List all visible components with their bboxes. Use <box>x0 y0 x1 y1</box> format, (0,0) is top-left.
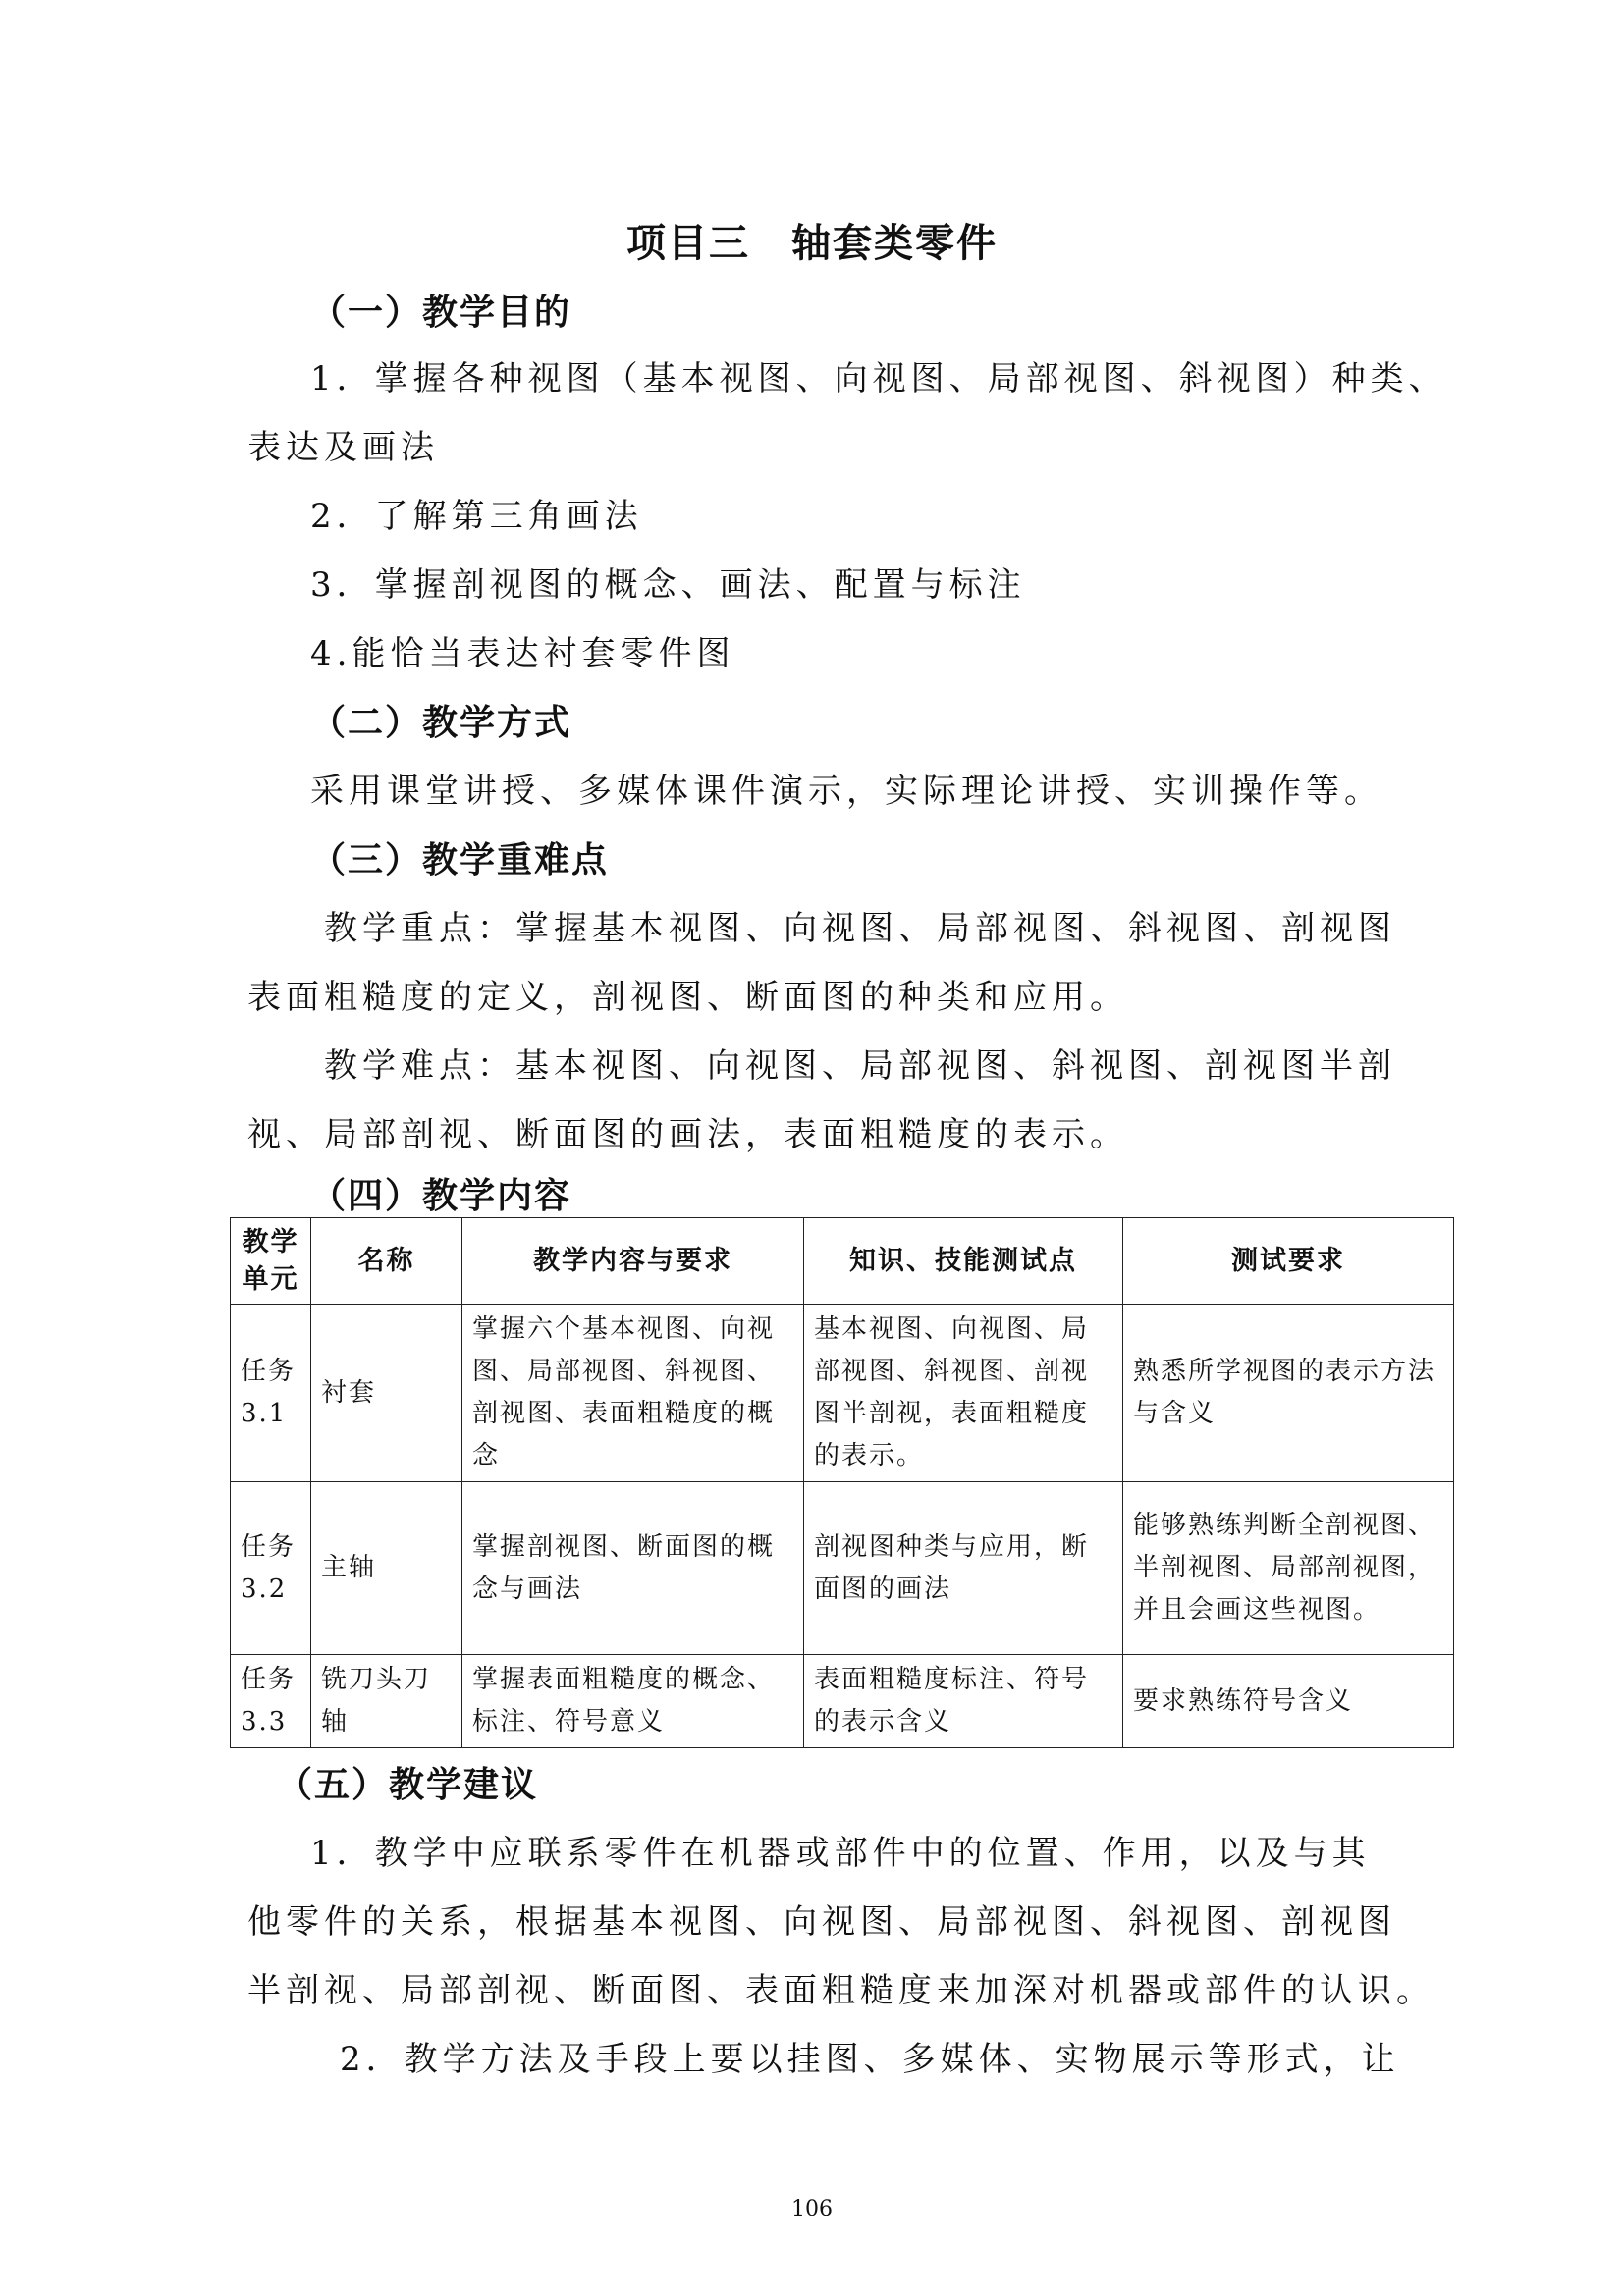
objective-item-4: 4.能恰当表达衬套零件图 <box>310 634 735 673</box>
suggestion-1-line-3: 半剖视、局部剖视、断面图、表面粗糙度来加深对机器或部件的认识。 <box>247 1971 1435 2010</box>
cell-name: 衬套 <box>311 1305 462 1482</box>
table-header-row <box>231 1218 1454 1305</box>
table-row <box>231 1482 1454 1655</box>
table-row <box>231 1655 1454 1748</box>
section-heading-method: （二）教学方式 <box>310 702 572 743</box>
teaching-content-table <box>230 1217 1454 1748</box>
page-title: 项目三 轴套类零件 <box>626 220 998 266</box>
key-points-line-2: 表面粗糙度的定义，剖视图、断面图的种类和应用。 <box>247 978 1128 1017</box>
key-points-line-1: 教学重点：掌握基本视图、向视图、局部视图、斜视图、剖视图 <box>324 909 1396 948</box>
cell-content: 掌握表面粗糙度的概念、标注、符号意义 <box>462 1655 804 1748</box>
objective-item-3: 3．掌握剖视图的概念、画法、配置与标注 <box>310 565 1026 605</box>
page-number: 106 <box>791 2197 833 2221</box>
section-heading-suggestions: （五）教学建议 <box>277 1764 539 1805</box>
header-name: 名称 <box>311 1218 462 1305</box>
section-heading-content: （四）教学内容 <box>310 1175 572 1216</box>
cell-test-points: 剖视图种类与应用，断面图的画法 <box>804 1482 1123 1655</box>
objective-item-2: 2．了解第三角画法 <box>310 497 643 536</box>
header-content: 教学内容与要求 <box>462 1218 804 1305</box>
objective-item-1-line-1: 1．掌握各种视图（基本视图、向视图、局部视图、斜视图）种类、 <box>310 359 1447 399</box>
difficulty-line-2: 视、局部剖视、断面图的画法，表面粗糙度的表示。 <box>247 1115 1128 1154</box>
cell-requirements: 要求熟练符号含义 <box>1123 1655 1454 1748</box>
cell-test-points: 基本视图、向视图、局部视图、斜视图、剖视图半剖视，表面粗糙度的表示。 <box>804 1305 1123 1482</box>
cell-requirements: 熟悉所学视图的表示方法与含义 <box>1123 1305 1454 1482</box>
cell-unit: 任务3.2 <box>231 1482 311 1655</box>
suggestion-1-line-2: 他零件的关系，根据基本视图、向视图、局部视图、斜视图、剖视图 <box>247 1902 1396 1942</box>
suggestion-1-line-1: 1．教学中应联系零件在机器或部件中的位置、作用，以及与其 <box>310 1834 1371 1873</box>
cell-content: 掌握六个基本视图、向视图、局部视图、斜视图、剖视图、表面粗糙度的概念 <box>462 1305 804 1482</box>
section-heading-objectives: （一）教学目的 <box>310 292 572 333</box>
section-heading-key-points: （三）教学重难点 <box>310 839 610 881</box>
difficulty-line-1: 教学难点：基本视图、向视图、局部视图、斜视图、剖视图半剖 <box>324 1046 1396 1086</box>
suggestion-2-line-1: 2．教学方法及手段上要以挂图、多媒体、实物展示等形式，让 <box>340 2040 1400 2079</box>
method-text: 采用课堂讲授、多媒体课件演示，实际理论讲授、实训操作等。 <box>310 772 1382 811</box>
cell-name: 主轴 <box>311 1482 462 1655</box>
cell-test-points: 表面粗糙度标注、符号的表示含义 <box>804 1655 1123 1748</box>
header-unit: 教学单元 <box>231 1218 311 1305</box>
table-row <box>231 1305 1454 1482</box>
cell-content: 掌握剖视图、断面图的概念与画法 <box>462 1482 804 1655</box>
cell-name: 铣刀头刀轴 <box>311 1655 462 1748</box>
cell-requirements: 能够熟练判断全剖视图、半剖视图、局部剖视图，并且会画这些视图。 <box>1123 1482 1454 1655</box>
cell-unit: 任务3.3 <box>231 1655 311 1748</box>
cell-unit: 任务3.1 <box>231 1305 311 1482</box>
objective-item-1-line-2: 表达及画法 <box>247 428 439 467</box>
header-test-points: 知识、技能测试点 <box>804 1218 1123 1305</box>
header-requirements: 测试要求 <box>1123 1218 1454 1305</box>
